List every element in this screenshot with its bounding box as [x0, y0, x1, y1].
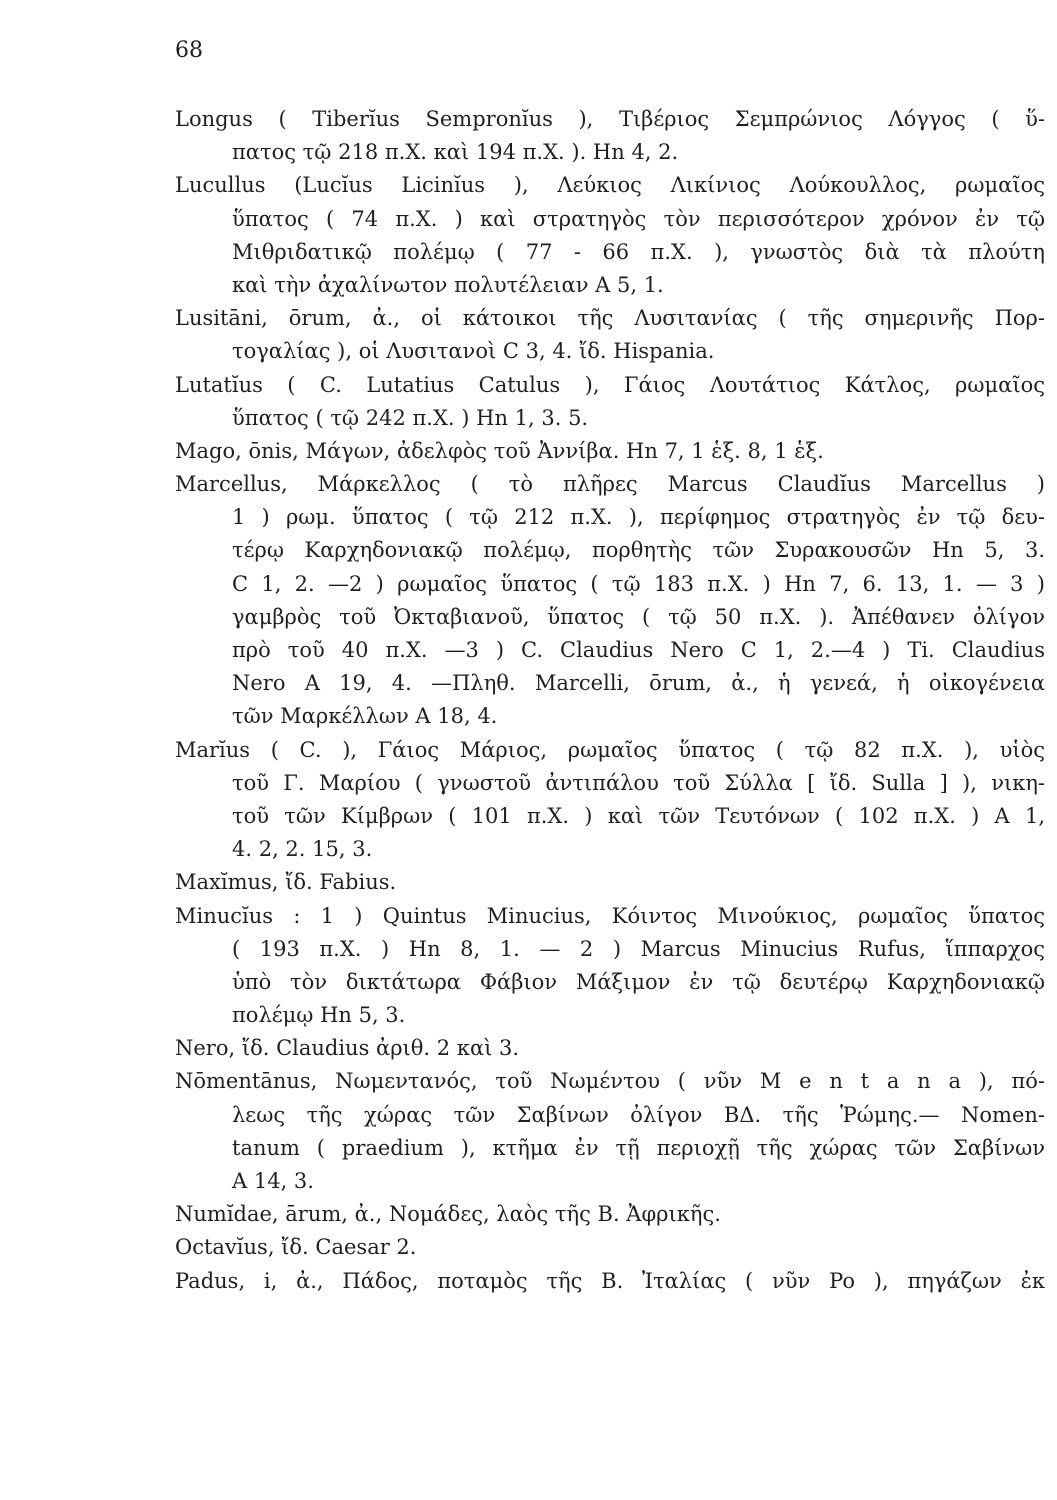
entry-continuation-line: ὕπατος ( 74 π.Χ. ) καὶ στρατηγὸς τὸν περισσότερον χρόνον ἐν τῷ	[232, 206, 1045, 231]
entry-headword-line: Nero, ἴδ. Claudius ἀριθ. 2 καὶ 3.	[175, 1036, 520, 1061]
entry-headword-line: Padus, i, ἀ., Πάδος, ποταμὸς τῆς Β. Ἰταλίας ( νῦν Po ), πηγάζων ἐκ	[175, 1268, 1045, 1293]
entry-continuation-line: Μιθριδατικῷ πολέμῳ ( 77 - 66 π.Χ. ), γνωστὸς διὰ τὰ πλούτη	[232, 239, 1045, 264]
entry-headword-line: Marĭus ( C. ), Γάιος Μάριος, ρωμαῖος ὕπατος ( τῷ 82 π.Χ. ), υἱὸς	[175, 737, 1045, 762]
entry-continuation-line: Nero Α 19, 4. —Πληθ. Marcelli, ōrum, ἀ., ἡ γενεά, ἡ οἰκογένεια	[232, 671, 1045, 696]
entry-headword-line: Lutatĭus ( C. Lutatius Catulus ), Γάιος Λουτάτιος Κάτλος, ρωμαῖος	[175, 372, 1045, 397]
glossary-entries	[175, 103, 1045, 1298]
entry-continuation-line: τῶν Μαρκέλλων Α 18, 4.	[232, 704, 498, 729]
entry-continuation-line: τέρῳ Καρχηδονιακῷ πολέμῳ, πορθητὴς τῶν Συρακουσῶν Ηn 5, 3.	[232, 538, 1045, 563]
entry-headword-line: Marcellus, Μάρκελλος ( τὸ πλῆρες Marcus Claudĭus Marcellus )	[175, 472, 1045, 497]
entry-continuation-line: Α 14, 3.	[232, 1169, 314, 1193]
entry-headword-line: Longus ( Tiberĭus Sempronĭus ), Τιβέριος Σεμπρώνιος Λόγγος ( ὕ-	[175, 107, 1045, 131]
page-number: 68	[175, 38, 203, 63]
entry-continuation-line: ὑπὸ τὸν δικτάτωρα Φάβιον Μάξιμον ἐν τῷ δευτέρῳ Καρχηδονιακῷ	[232, 969, 1045, 994]
entry-continuation-line: τοῦ τῶν Κίμβρων ( 101 π.Χ. ) καὶ τῶν Τευτόνων ( 102 π.Χ. ) Α 1,	[232, 803, 1045, 828]
entry-headword-line: Lucullus (Lucĭus Licinĭus ), Λεύκιος Λικίνιος Λούκουλλος, ρωμαῖος	[175, 173, 1045, 198]
entry-headword-line: Octavĭus, ἴδ. Caesar 2.	[175, 1235, 417, 1260]
entry-continuation-line: πολέμῳ Ηn 5, 3.	[232, 1003, 406, 1028]
entry-headword-line: Nōmentānus, Νωμεντανός, τοῦ Νωμέντου ( νῦν M e n t a n a ), πό-	[175, 1069, 1045, 1094]
entry-headword-line: Numĭdae, ārum, ἀ., Νομάδες, λαὸς τῆς Β. Ἀφρικῆς.	[175, 1202, 721, 1227]
entry-continuation-line: γαμβρὸς τοῦ Ὀκταβιανοῦ, ὕπατος ( τῷ 50 π.Χ. ). Ἀπέθανεν ὀλίγον	[232, 604, 1045, 629]
entry-continuation-line: ( 193 π.Χ. ) Ηn 8, 1. — 2 ) Marcus Minucius Rufus, ἵππαρχος	[232, 936, 1045, 961]
entry-continuation-line: τογαλίας ), οἱ Λυσιτανοὶ C 3, 4. ἴδ. Hispania.	[232, 339, 715, 364]
entry-continuation-line: καὶ τὴν ἀχαλίνωτον πολυτέλειαν Α 5, 1.	[232, 272, 664, 297]
entry-continuation-line: πατος τῷ 218 π.Χ. καὶ 194 π.Χ. ). Ηn 4, 2.	[232, 140, 679, 165]
entry-continuation-line: πρὸ τοῦ 40 π.Χ. —3 ) C. Claudius Nero C 1, 2.—4 ) Ti. Claudius	[232, 638, 1045, 662]
entry-continuation-line: 1 ) ρωμ. ὕπατος ( τῷ 212 π.Χ. ), περίφημος στρατηγὸς ἐν τῷ δευ-	[232, 505, 1045, 530]
entry-headword-line: Maxĭmus, ἴδ. Fabius.	[175, 870, 397, 895]
entry-continuation-line: 4. 2, 2. 15, 3.	[232, 837, 373, 862]
entry-headword-line: Minucĭus : 1 ) Quintus Minucius, Κόιντος Μινούκιος, ρωμαῖος ὕπατος	[175, 903, 1045, 928]
entry-continuation-line: tanum ( praedium ), κτῆμα ἐν τῇ περιοχῇ τῆς χώρας τῶν Σαβίνων	[232, 1135, 1045, 1160]
entry-continuation-line: λεως τῆς χώρας τῶν Σαβίνων ὀλίγον ΒΔ. τῆς Ῥώμης.— Nomen-	[232, 1102, 1045, 1127]
entry-continuation-line: ὕπατος ( τῷ 242 π.Χ. ) Ηn 1, 3. 5.	[232, 405, 589, 430]
entry-headword-line: Lusitāni, ōrum, ἀ., οἱ κάτοικοι τῆς Λυσιτανίας ( τῆς σημερινῆς Πορ-	[175, 306, 1045, 331]
entry-continuation-line: τοῦ Γ. Μαρίου ( γνωστοῦ ἀντιπάλου τοῦ Σύλλα [ ἴδ. Sulla ] ), νικη-	[232, 770, 1045, 795]
entry-headword-line: Mago, ōnis, Μάγων, ἀδελφὸς τοῦ Ἀννίβα. Ηn 7, 1 ἑξ. 8, 1 ἑξ.	[175, 438, 824, 463]
entry-continuation-line: C 1, 2. —2 ) ρωμαῖος ὕπατος ( τῷ 183 π.Χ. ) Ηn 7, 6. 13, 1. — 3 )	[232, 571, 1045, 596]
